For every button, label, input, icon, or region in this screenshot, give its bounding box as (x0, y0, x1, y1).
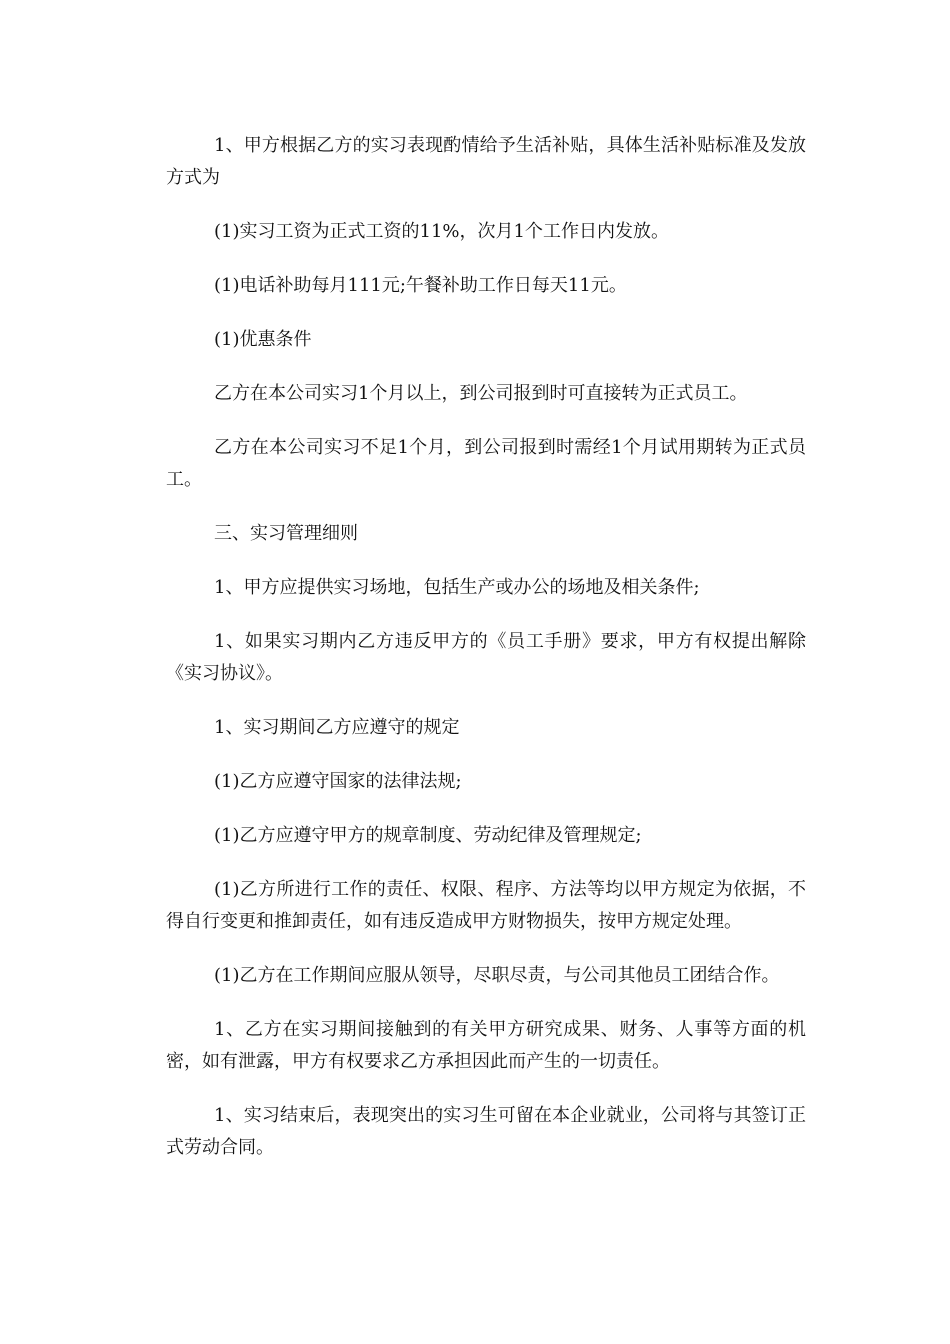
paragraph-terminate-agreement: 1、如果实习期内乙方违反甲方的《员工手册》要求，甲方有权提出解除《实习协议》。 (166, 631, 806, 684)
document-body (166, 130, 806, 1186)
paragraph-phone-meal-subsidy: (1)电话补助每月111元;午餐补助工作日每天11元。 (214, 275, 627, 296)
paragraph-obey-regulations: (1)乙方应遵守甲方的规章制度、劳动纪律及管理规定; (214, 825, 642, 846)
section-heading-management-rules: 三、实习管理细则 (214, 523, 358, 544)
paragraph-under-one-month: 乙方在本公司实习不足1个月，到公司报到时需经1个月试用期转为正式员工。 (166, 437, 806, 490)
paragraph-allowance-intro: 1、甲方根据乙方的实习表现酌情给予生活补贴，具体生活补贴标准及发放方式为 (166, 135, 806, 188)
paragraph-teamwork: (1)乙方在工作期间应服从领导，尽职尽责，与公司其他员工团结合作。 (214, 965, 780, 986)
paragraph-responsibility: (1)乙方所进行工作的责任、权限、程序、方法等均以甲方规定为依据，不得自行变更和推卸责任，如有违反造成甲方财物损失，按甲方规定处理。 (166, 879, 806, 932)
paragraph-employment-contract: 1、实习结束后，表现突出的实习生可留在本企业就业，公司将与其签订正式劳动合同。 (166, 1105, 806, 1158)
paragraph-confidentiality: 1、乙方在实习期间接触到的有关甲方研究成果、财务、人事等方面的机密，如有泄露，甲方有权要求乙方承担因此而产生的一切责任。 (166, 1019, 806, 1072)
paragraph-obey-laws: (1)乙方应遵守国家的法律法规; (214, 771, 462, 792)
paragraph-rules-heading: 1、实习期间乙方应遵守的规定 (214, 717, 460, 738)
paragraph-intern-salary: (1)实习工资为正式工资的11%，次月1个工作日内发放。 (214, 221, 669, 242)
paragraph-over-one-month: 乙方在本公司实习1个月以上，到公司报到时可直接转为正式员工。 (214, 383, 748, 404)
paragraph-preferential-conditions: (1)优惠条件 (214, 329, 312, 350)
paragraph-provide-site: 1、甲方应提供实习场地，包括生产或办公的场地及相关条件; (214, 577, 700, 598)
